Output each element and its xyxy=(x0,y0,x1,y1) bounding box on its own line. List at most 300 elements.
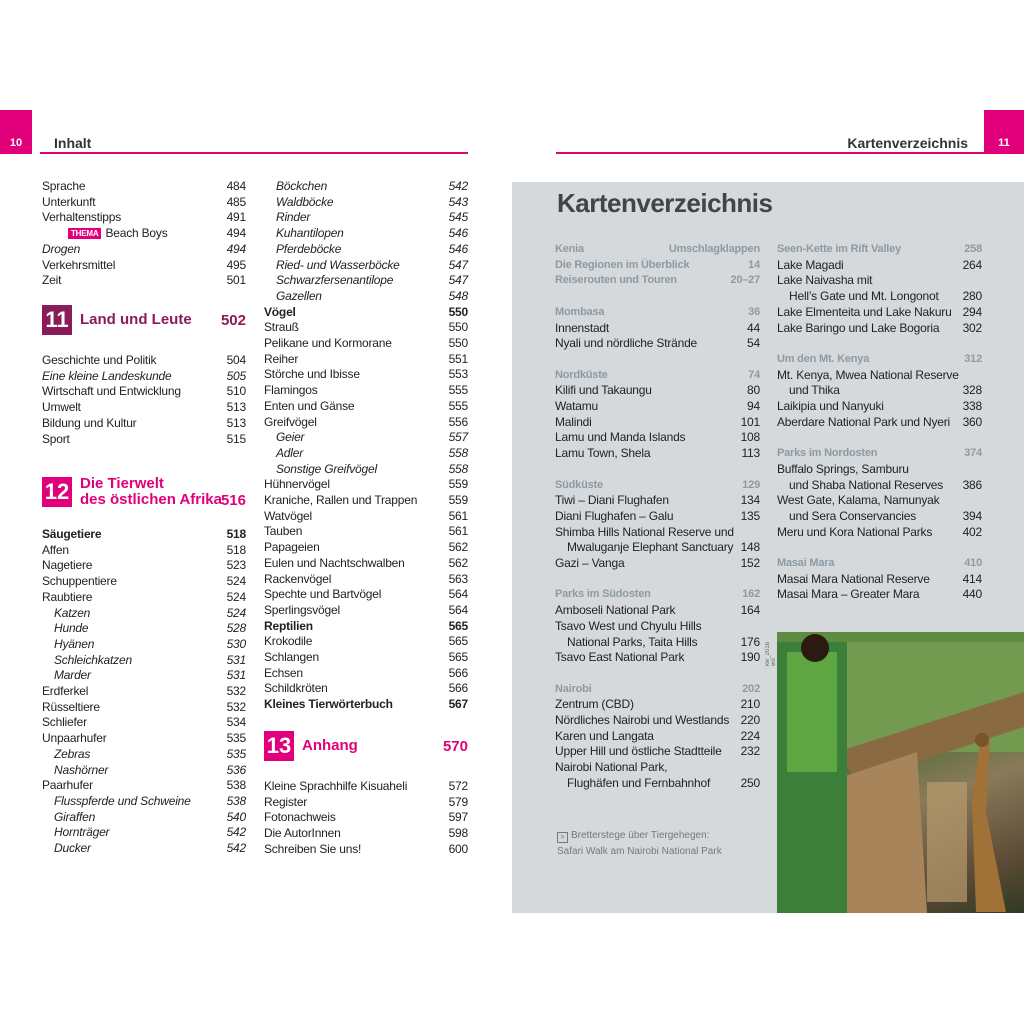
entry-page: 328 xyxy=(962,383,982,398)
entry-text: Parks im Südosten xyxy=(555,588,651,601)
entry-text: Parks im Nordosten xyxy=(777,447,878,460)
entry-label xyxy=(42,683,88,699)
entry-page: 518 xyxy=(226,527,246,541)
entry-page: 152 xyxy=(740,556,760,570)
toc-entry[interactable] xyxy=(42,793,246,809)
entry-page: 579 xyxy=(448,794,468,809)
entry-page: 524 xyxy=(226,605,246,620)
entry-page: 534 xyxy=(226,715,246,730)
entry-text: Flamingos xyxy=(264,383,318,398)
toc-entry[interactable] xyxy=(555,728,760,744)
toc-entry[interactable] xyxy=(42,368,246,384)
toc-entry[interactable] xyxy=(555,477,760,493)
entry-label xyxy=(42,257,115,273)
toc-entry[interactable] xyxy=(264,665,468,681)
entry-text: Die Regionen im Überblick xyxy=(555,258,690,271)
toc-entry[interactable] xyxy=(42,683,246,699)
toc-entry[interactable] xyxy=(555,696,760,712)
toc-entry[interactable] xyxy=(555,304,760,320)
entry-text: Beach Boys xyxy=(105,226,168,241)
toc-entry[interactable] xyxy=(42,636,246,652)
entry-text: Rackenvögel xyxy=(264,571,332,586)
toc-entry[interactable] xyxy=(555,508,760,524)
section-title-line: des östlichen Afrika xyxy=(80,491,222,508)
entry-page: 510 xyxy=(226,384,246,399)
entry-text: Nyali und nördliche Strände xyxy=(555,336,698,351)
entry-page: 524 xyxy=(226,574,246,589)
toc-entry[interactable] xyxy=(264,633,468,649)
toc-entry[interactable] xyxy=(264,445,468,461)
entry-page: 129 xyxy=(742,478,760,491)
toc-list xyxy=(42,178,246,288)
entry-label xyxy=(264,794,307,810)
entry-label xyxy=(777,257,844,273)
toc-entry[interactable] xyxy=(777,257,982,273)
toc-entry[interactable] xyxy=(777,320,982,336)
entry-label xyxy=(264,665,303,681)
toc-entry[interactable] xyxy=(42,178,246,194)
photo-credit: kw_2016 wo xyxy=(765,641,777,666)
entry-page: 386 xyxy=(962,477,982,492)
toc-entry[interactable] xyxy=(264,461,468,477)
toc-entry[interactable] xyxy=(264,680,468,696)
entry-label xyxy=(555,241,584,257)
toc-entry[interactable] xyxy=(264,398,468,414)
toc-entry[interactable] xyxy=(264,618,468,634)
toc-entry[interactable] xyxy=(42,699,246,715)
entry-label xyxy=(54,746,90,762)
toc-entry[interactable] xyxy=(42,589,246,605)
toc-entry[interactable] xyxy=(777,288,982,304)
toc-entry[interactable] xyxy=(264,351,468,367)
entry-text: Säugetiere xyxy=(42,527,102,541)
entry-page: 559 xyxy=(448,493,468,507)
toc-entry[interactable] xyxy=(42,272,246,288)
toc-entry[interactable] xyxy=(777,351,982,367)
toc-entry[interactable] xyxy=(777,461,982,477)
entry-label xyxy=(42,431,70,447)
entry-text: Eine kleine Landeskunde xyxy=(42,368,172,383)
toc-entry[interactable] xyxy=(555,586,760,602)
entry-text: Verhaltenstipps xyxy=(42,210,122,225)
entry-text: Tauben xyxy=(264,524,303,539)
entry-label xyxy=(42,557,92,573)
section-13-heading[interactable] xyxy=(264,730,468,762)
section-number: 11 xyxy=(42,305,72,335)
entry-label xyxy=(54,620,88,636)
toc-entry[interactable] xyxy=(555,257,760,273)
section-page: 502 xyxy=(220,311,246,329)
toc-entry[interactable] xyxy=(42,542,246,558)
toc-entry[interactable] xyxy=(264,649,468,665)
entry-text: Gazellen xyxy=(276,288,322,303)
toc-entry[interactable] xyxy=(42,840,246,856)
toc-entry[interactable] xyxy=(777,586,982,602)
entry-page: 561 xyxy=(448,508,468,523)
entry-text: Gazi – Vanga xyxy=(555,556,625,570)
entry-text: Zebras xyxy=(54,746,91,761)
toc-entry[interactable] xyxy=(264,508,468,524)
entry-label xyxy=(54,824,109,840)
entry-text: Lake Baringo und Lake Bogoria xyxy=(777,320,940,335)
entry-text: Schuppentiere xyxy=(42,574,117,589)
toc-entry[interactable] xyxy=(555,649,760,665)
toc-entry[interactable] xyxy=(42,762,246,778)
entry-page: 94 xyxy=(747,399,760,413)
toc-entry[interactable] xyxy=(555,414,760,430)
entry-page: 564 xyxy=(448,587,468,602)
toc-entry[interactable] xyxy=(42,352,246,368)
entry-label xyxy=(42,777,93,793)
entry-text: Nördliches Nairobi und Westlands xyxy=(555,713,730,727)
entry-label xyxy=(42,272,61,288)
toc-entry[interactable] xyxy=(777,398,982,414)
toc-entry[interactable] xyxy=(264,492,468,508)
toc-entry[interactable] xyxy=(555,743,760,759)
toc-entry[interactable] xyxy=(42,730,246,746)
entry-label xyxy=(777,414,950,430)
entry-label xyxy=(276,429,304,445)
toc-entry[interactable] xyxy=(777,508,982,524)
entry-text: Pferdeböcke xyxy=(276,241,342,256)
entry-text: und Shaba National Reserves xyxy=(789,477,944,492)
entry-text: Zentrum (CBD) xyxy=(555,697,634,712)
toc-entry[interactable] xyxy=(264,178,468,194)
entry-text: Umwelt xyxy=(42,400,81,415)
entry-text: Reptilien xyxy=(264,618,313,633)
entry-label xyxy=(555,492,669,508)
toc-entry[interactable] xyxy=(777,367,982,383)
toc-entry[interactable] xyxy=(555,775,760,791)
entry-label xyxy=(264,571,331,587)
entry-text: Zeit xyxy=(42,273,62,288)
entry-text: Schildkröten xyxy=(264,681,328,696)
entry-text: und Sera Conservancies xyxy=(789,508,917,523)
entry-label xyxy=(555,759,667,775)
entry-text: Karen und Langata xyxy=(555,728,654,743)
entry-label xyxy=(54,809,95,825)
toc-entry[interactable] xyxy=(264,335,468,351)
toc-entry[interactable] xyxy=(777,555,982,571)
entry-text: Böckchen xyxy=(276,179,328,193)
toc-entry[interactable] xyxy=(264,272,468,288)
toc-entry[interactable] xyxy=(555,382,760,398)
toc-entry[interactable] xyxy=(42,241,246,257)
entry-text: Enten und Gänse xyxy=(264,398,355,413)
entry-page: 250 xyxy=(740,775,760,790)
entry-label xyxy=(276,445,303,461)
toc-entry[interactable] xyxy=(777,272,982,288)
toc-entry[interactable] xyxy=(264,209,468,225)
toc-entry[interactable] xyxy=(264,414,468,430)
entry-page: 555 xyxy=(448,398,468,413)
entry-label xyxy=(42,573,117,589)
entry-page: 36 xyxy=(748,305,760,318)
entry-page: 531 xyxy=(226,668,246,683)
entry-page: 360 xyxy=(962,414,982,429)
entry-page: 113 xyxy=(741,446,760,461)
entry-text: Mwaluganje Elephant Sanctuary xyxy=(567,540,734,555)
entry-text: Nagetiere xyxy=(42,558,93,573)
entry-label xyxy=(555,367,608,383)
entry-label xyxy=(789,288,939,304)
right-header-title: Kartenverzeichnis xyxy=(847,135,968,151)
right-header-rule xyxy=(556,152,984,154)
entry-label xyxy=(264,809,336,825)
toc-entry[interactable] xyxy=(264,523,468,539)
entry-text: Laikipia und Nanyuki xyxy=(777,399,884,413)
toc-entry[interactable] xyxy=(777,492,982,508)
entry-label xyxy=(777,524,932,540)
entry-text: National Parks, Taita Hills xyxy=(567,634,698,649)
caption-text: Bretterstege über Tiergehegen: xyxy=(571,830,710,841)
entry-text: Shimba Hills National Reserve und xyxy=(555,524,734,539)
entry-label xyxy=(68,225,168,241)
toc-entry[interactable] xyxy=(264,586,468,602)
entry-label xyxy=(555,602,675,618)
entry-page: 598 xyxy=(448,826,468,841)
entry-page: 202 xyxy=(742,682,760,695)
entry-text: Erdferkel xyxy=(42,684,89,698)
section-title: Land und Leute xyxy=(80,311,192,328)
toc-entry[interactable] xyxy=(264,696,468,712)
entry-label xyxy=(264,633,312,649)
entry-text: Malindi xyxy=(555,414,592,429)
toc-entry[interactable] xyxy=(264,539,468,555)
entry-page: 546 xyxy=(448,241,468,256)
toc-entry[interactable] xyxy=(42,431,246,447)
entry-page: 550 xyxy=(448,320,468,335)
entry-page: 553 xyxy=(448,367,468,382)
toc-entry[interactable] xyxy=(264,225,468,241)
toc-entry[interactable] xyxy=(555,555,760,571)
toc-entry[interactable] xyxy=(777,477,982,493)
toc-entry[interactable] xyxy=(555,241,760,257)
toc-entry[interactable] xyxy=(42,225,246,241)
toc-entry[interactable] xyxy=(264,288,468,304)
entry-page: 543 xyxy=(448,194,468,209)
entry-page: 491 xyxy=(226,210,246,225)
entry-page: 74 xyxy=(748,368,760,381)
entry-label xyxy=(777,445,877,461)
toc-entry[interactable] xyxy=(555,618,760,634)
toc-entry[interactable] xyxy=(42,777,246,793)
entry-text: Eulen und Nachtschwalben xyxy=(264,555,405,570)
entry-page: 535 xyxy=(226,746,246,761)
entry-text: Ried- und Wasserböcke xyxy=(276,257,400,272)
entry-label xyxy=(264,366,360,382)
entry-page: 20–27 xyxy=(730,274,760,287)
entry-page: 542 xyxy=(448,179,468,193)
entry-label xyxy=(276,209,310,225)
toc-entry[interactable] xyxy=(42,194,246,210)
toc-entry[interactable] xyxy=(264,429,468,445)
toc-entry[interactable] xyxy=(264,194,468,210)
entry-text: Watamu xyxy=(555,399,599,413)
toc-entry[interactable] xyxy=(264,841,468,857)
toc-entry[interactable] xyxy=(264,366,468,382)
entry-text: Mt. Kenya, Mwea National Reserve xyxy=(777,367,959,382)
toc-entry[interactable] xyxy=(42,209,246,225)
toc-entry[interactable] xyxy=(555,367,760,383)
toc-entry[interactable] xyxy=(777,445,982,461)
toc-entry[interactable] xyxy=(777,241,982,257)
toc-entry[interactable] xyxy=(777,414,982,430)
toc-entry[interactable] xyxy=(264,382,468,398)
toc-entry[interactable] xyxy=(777,304,982,320)
toc-entry[interactable] xyxy=(555,759,760,775)
entry-label xyxy=(264,508,312,524)
entry-page: 54 xyxy=(747,336,760,351)
toc-entry[interactable] xyxy=(42,415,246,431)
entry-page: 513 xyxy=(226,415,246,430)
entry-text: Tsavo East National Park xyxy=(555,650,685,665)
entry-label xyxy=(276,272,393,288)
entry-label xyxy=(42,399,81,415)
toc-entry[interactable] xyxy=(555,429,760,445)
toc-entry[interactable] xyxy=(264,257,468,273)
toc-entry[interactable] xyxy=(264,778,468,794)
toc-entry[interactable] xyxy=(555,539,760,555)
toc-entry[interactable] xyxy=(42,257,246,273)
entry-page: 505 xyxy=(226,368,246,383)
entry-text: Kilifi und Takaungu xyxy=(555,383,652,398)
entry-label xyxy=(264,680,328,696)
entry-label xyxy=(789,477,943,493)
toc-entry[interactable] xyxy=(42,714,246,730)
entry-page: 494 xyxy=(226,226,246,241)
entry-page: 338 xyxy=(962,399,982,413)
toc-entry[interactable] xyxy=(555,524,760,540)
entry-page: 44 xyxy=(747,320,760,335)
entry-page: 565 xyxy=(448,650,468,664)
entry-label xyxy=(555,320,609,336)
toc-entry[interactable] xyxy=(555,320,760,336)
entry-label xyxy=(555,555,624,571)
entry-text: Papageien xyxy=(264,540,320,555)
entry-label xyxy=(54,793,191,809)
toc-entry[interactable] xyxy=(264,555,468,571)
toc-entry[interactable] xyxy=(42,809,246,825)
toc-entry[interactable] xyxy=(264,825,468,841)
entry-text: Adler xyxy=(276,445,304,460)
toc-entry[interactable] xyxy=(777,571,982,587)
section-number: 13 xyxy=(264,731,294,761)
entry-page: 532 xyxy=(226,699,246,714)
toc-entry[interactable] xyxy=(777,524,982,540)
entry-text: Affen xyxy=(42,542,69,557)
entry-page: 513 xyxy=(226,400,246,415)
toc-entry[interactable] xyxy=(555,712,760,728)
toc-entry[interactable] xyxy=(264,602,468,618)
toc-entry[interactable] xyxy=(42,605,246,621)
entry-page: 402 xyxy=(962,524,982,539)
entry-label xyxy=(54,652,132,668)
section-12-heading[interactable] xyxy=(42,476,246,508)
toc-entry[interactable] xyxy=(264,794,468,810)
entry-text: Masai Mara – Greater Mara xyxy=(777,587,920,602)
toc-entry[interactable] xyxy=(42,399,246,415)
toc-entry[interactable] xyxy=(264,476,468,492)
caption-line: Safari Walk am Nairobi National Park xyxy=(557,846,722,857)
entry-label xyxy=(777,241,901,257)
toc-entry[interactable] xyxy=(555,445,760,461)
entry-page: 530 xyxy=(226,636,246,651)
entry-text: Seen-Kette im Rift Valley xyxy=(777,243,901,255)
toc-entry[interactable] xyxy=(264,571,468,587)
entry-label xyxy=(264,696,393,712)
toc-entry[interactable] xyxy=(555,335,760,351)
section-11-heading[interactable] xyxy=(42,304,246,336)
entry-text: Raubtiere xyxy=(42,589,93,604)
section-page: 516 xyxy=(220,492,246,509)
entry-label xyxy=(54,840,91,856)
entry-text: Giraffen xyxy=(54,809,96,824)
toc-entry[interactable] xyxy=(555,272,760,288)
toc-entry[interactable] xyxy=(264,319,468,335)
toc-entry[interactable] xyxy=(264,809,468,825)
entry-text: Schliefer xyxy=(42,715,87,730)
toc-entry[interactable] xyxy=(555,681,760,697)
toc-entry[interactable] xyxy=(264,241,468,257)
entry-label xyxy=(555,477,603,493)
entry-label xyxy=(264,319,299,335)
caption-line xyxy=(557,828,722,844)
toc-entry[interactable] xyxy=(42,667,246,683)
entry-page: 485 xyxy=(226,194,246,209)
toc-entry[interactable] xyxy=(555,492,760,508)
toc-entry[interactable] xyxy=(777,382,982,398)
entry-page: 495 xyxy=(226,257,246,272)
entry-page: 501 xyxy=(226,273,246,288)
entry-label xyxy=(777,304,952,320)
toc-entry[interactable] xyxy=(42,824,246,840)
entry-label xyxy=(276,461,377,477)
toc-entry[interactable] xyxy=(42,526,246,542)
toc-entry[interactable] xyxy=(42,557,246,573)
entry-text: Hornträger xyxy=(54,825,110,840)
toc-list xyxy=(264,778,468,857)
entry-text: Spechte und Bartvögel xyxy=(264,587,382,602)
entry-page: 176 xyxy=(740,634,760,649)
toc-entry[interactable] xyxy=(42,383,246,399)
entry-label xyxy=(567,539,733,555)
entry-label xyxy=(777,320,939,336)
entry-page: 551 xyxy=(448,351,468,366)
toc-entry[interactable] xyxy=(42,620,246,636)
entry-page: 258 xyxy=(964,243,982,255)
arrow-icon: > xyxy=(557,832,568,843)
toc-entry[interactable] xyxy=(42,746,246,762)
entry-text: Buffalo Springs, Samburu xyxy=(777,461,909,476)
entry-page: 538 xyxy=(226,778,246,793)
toc-entry[interactable] xyxy=(42,652,246,668)
entry-text: Bildung und Kultur xyxy=(42,415,137,430)
toc-entry[interactable] xyxy=(555,398,760,414)
entry-label xyxy=(42,526,101,542)
entry-page: 224 xyxy=(740,728,760,743)
toc-entry[interactable] xyxy=(42,573,246,589)
entry-label xyxy=(276,288,322,304)
section-number: 12 xyxy=(42,477,72,507)
toc-entry[interactable] xyxy=(555,602,760,618)
entry-text: Rüsseltiere xyxy=(42,699,100,714)
toc-entry[interactable] xyxy=(264,304,468,320)
entry-page: 558 xyxy=(448,461,468,476)
left-header-rule xyxy=(40,152,468,154)
entry-text: Schlangen xyxy=(264,650,319,664)
toc-entry[interactable] xyxy=(555,634,760,650)
